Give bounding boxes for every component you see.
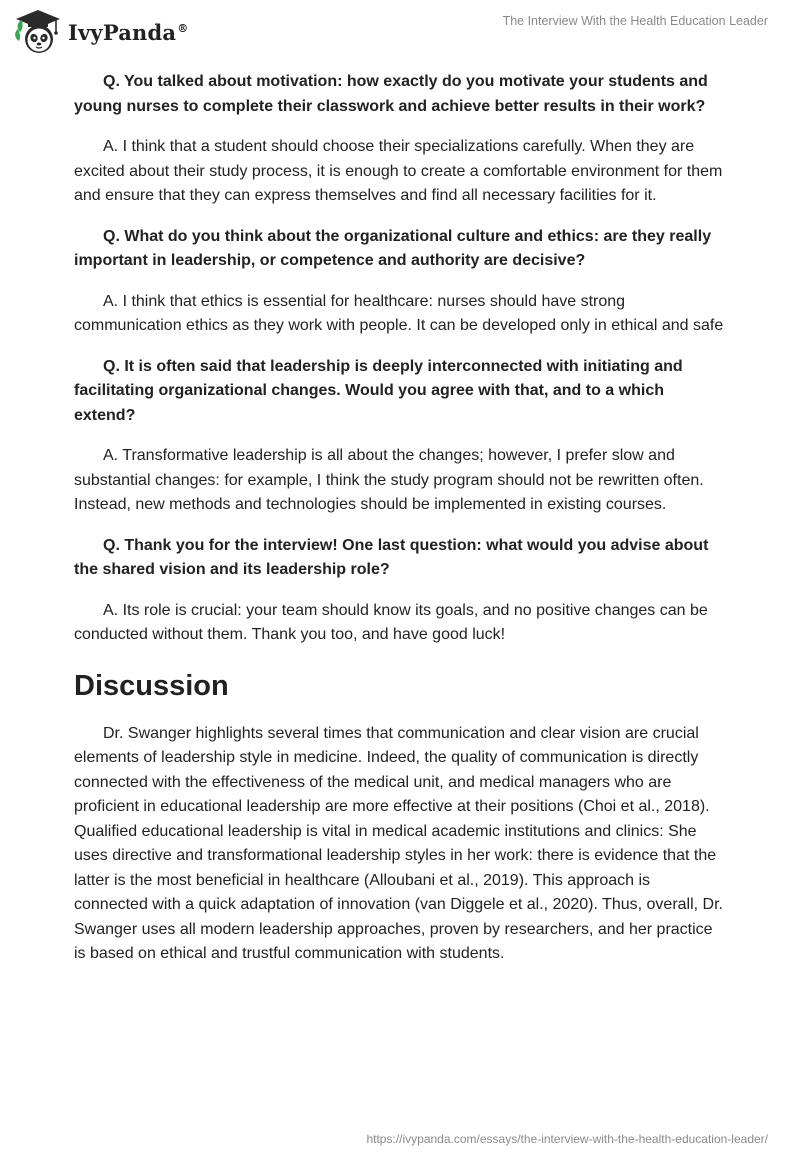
essay-body — [74, 70, 726, 967]
ivypanda-logo[interactable] — [14, 8, 188, 56]
interview-question-3: Q. It is often said that leadership is deeply interconnected with initiating and facilitating organizational changes. Would you agree with that, and to a which extend? — [74, 357, 683, 424]
interview-answer-1: A. I think that a student should choose their specializations carefully. When they are excited about their study process, it is enough to create a comfortable environment for them and ensure that they can express themselves and find all necessary facilities for it. — [74, 138, 723, 204]
page-header — [0, 0, 800, 64]
interview-question-4: Q. Thank you for the interview! One last question: what would you advise about the shared vision and its leadership role? — [74, 536, 709, 578]
interview-answer-3: A. Transformative leadership is all about the changes; however, I prefer slow and substantial changes: for example, I think the study program should not be rewritten often. Instead, new methods and technologies should be implemented in existing courses. — [74, 447, 704, 513]
brand-name: IvyPanda® — [68, 19, 189, 45]
interview-answer-4: A. Its role is crucial: your team should know its goals, and no positive changes can be conducted without them. Thank you too, and have good luck! — [74, 601, 708, 643]
document-title: The Interview With the Health Education Leader — [502, 14, 768, 28]
interview-answer-2: A. I think that ethics is essential for healthcare: nurses should have strong communication ethics as they work with people. It can be developed only in ethical and safe — [74, 292, 724, 334]
source-url[interactable]: https://ivypanda.com/essays/the-interview-with-the-health-education-leader/ — [366, 1132, 768, 1146]
discussion-heading: Discussion — [74, 669, 229, 702]
interview-question-2: Q. What do you think about the organizational culture and ethics: are they really important in leadership, or competence and authority are decisive? — [74, 227, 712, 269]
panda-graduate-icon — [14, 8, 62, 56]
interview-question-1: Q. You talked about motivation: how exactly do you motivate your students and young nurses to complete their classwork and achieve better results in their work? — [74, 73, 708, 115]
discussion-paragraph: Dr. Swanger highlights several times that communication and clear vision are crucial elements of leadership style in medicine. Indeed, the quality of communication is directly connected with the effectiveness of the medical unit, and medical managers who are proficient in educational leadership are more effective at their positions (Choi et al., 2018). Qualified educational leadership is vital in medical academic institutions and clinics: She uses directive and transformational leadership styles in her work: there is evidence that the latter is the most beneficial in healthcare (Alloubani et al., 2019). This approach is connected with a quick adaptation of innovation (van Diggele et al., 2020). Thus, overall, Dr. Swanger uses all modern leadership approaches, proven by researchers, and her practice is based on ethical and trustful communication with students. — [74, 724, 723, 962]
